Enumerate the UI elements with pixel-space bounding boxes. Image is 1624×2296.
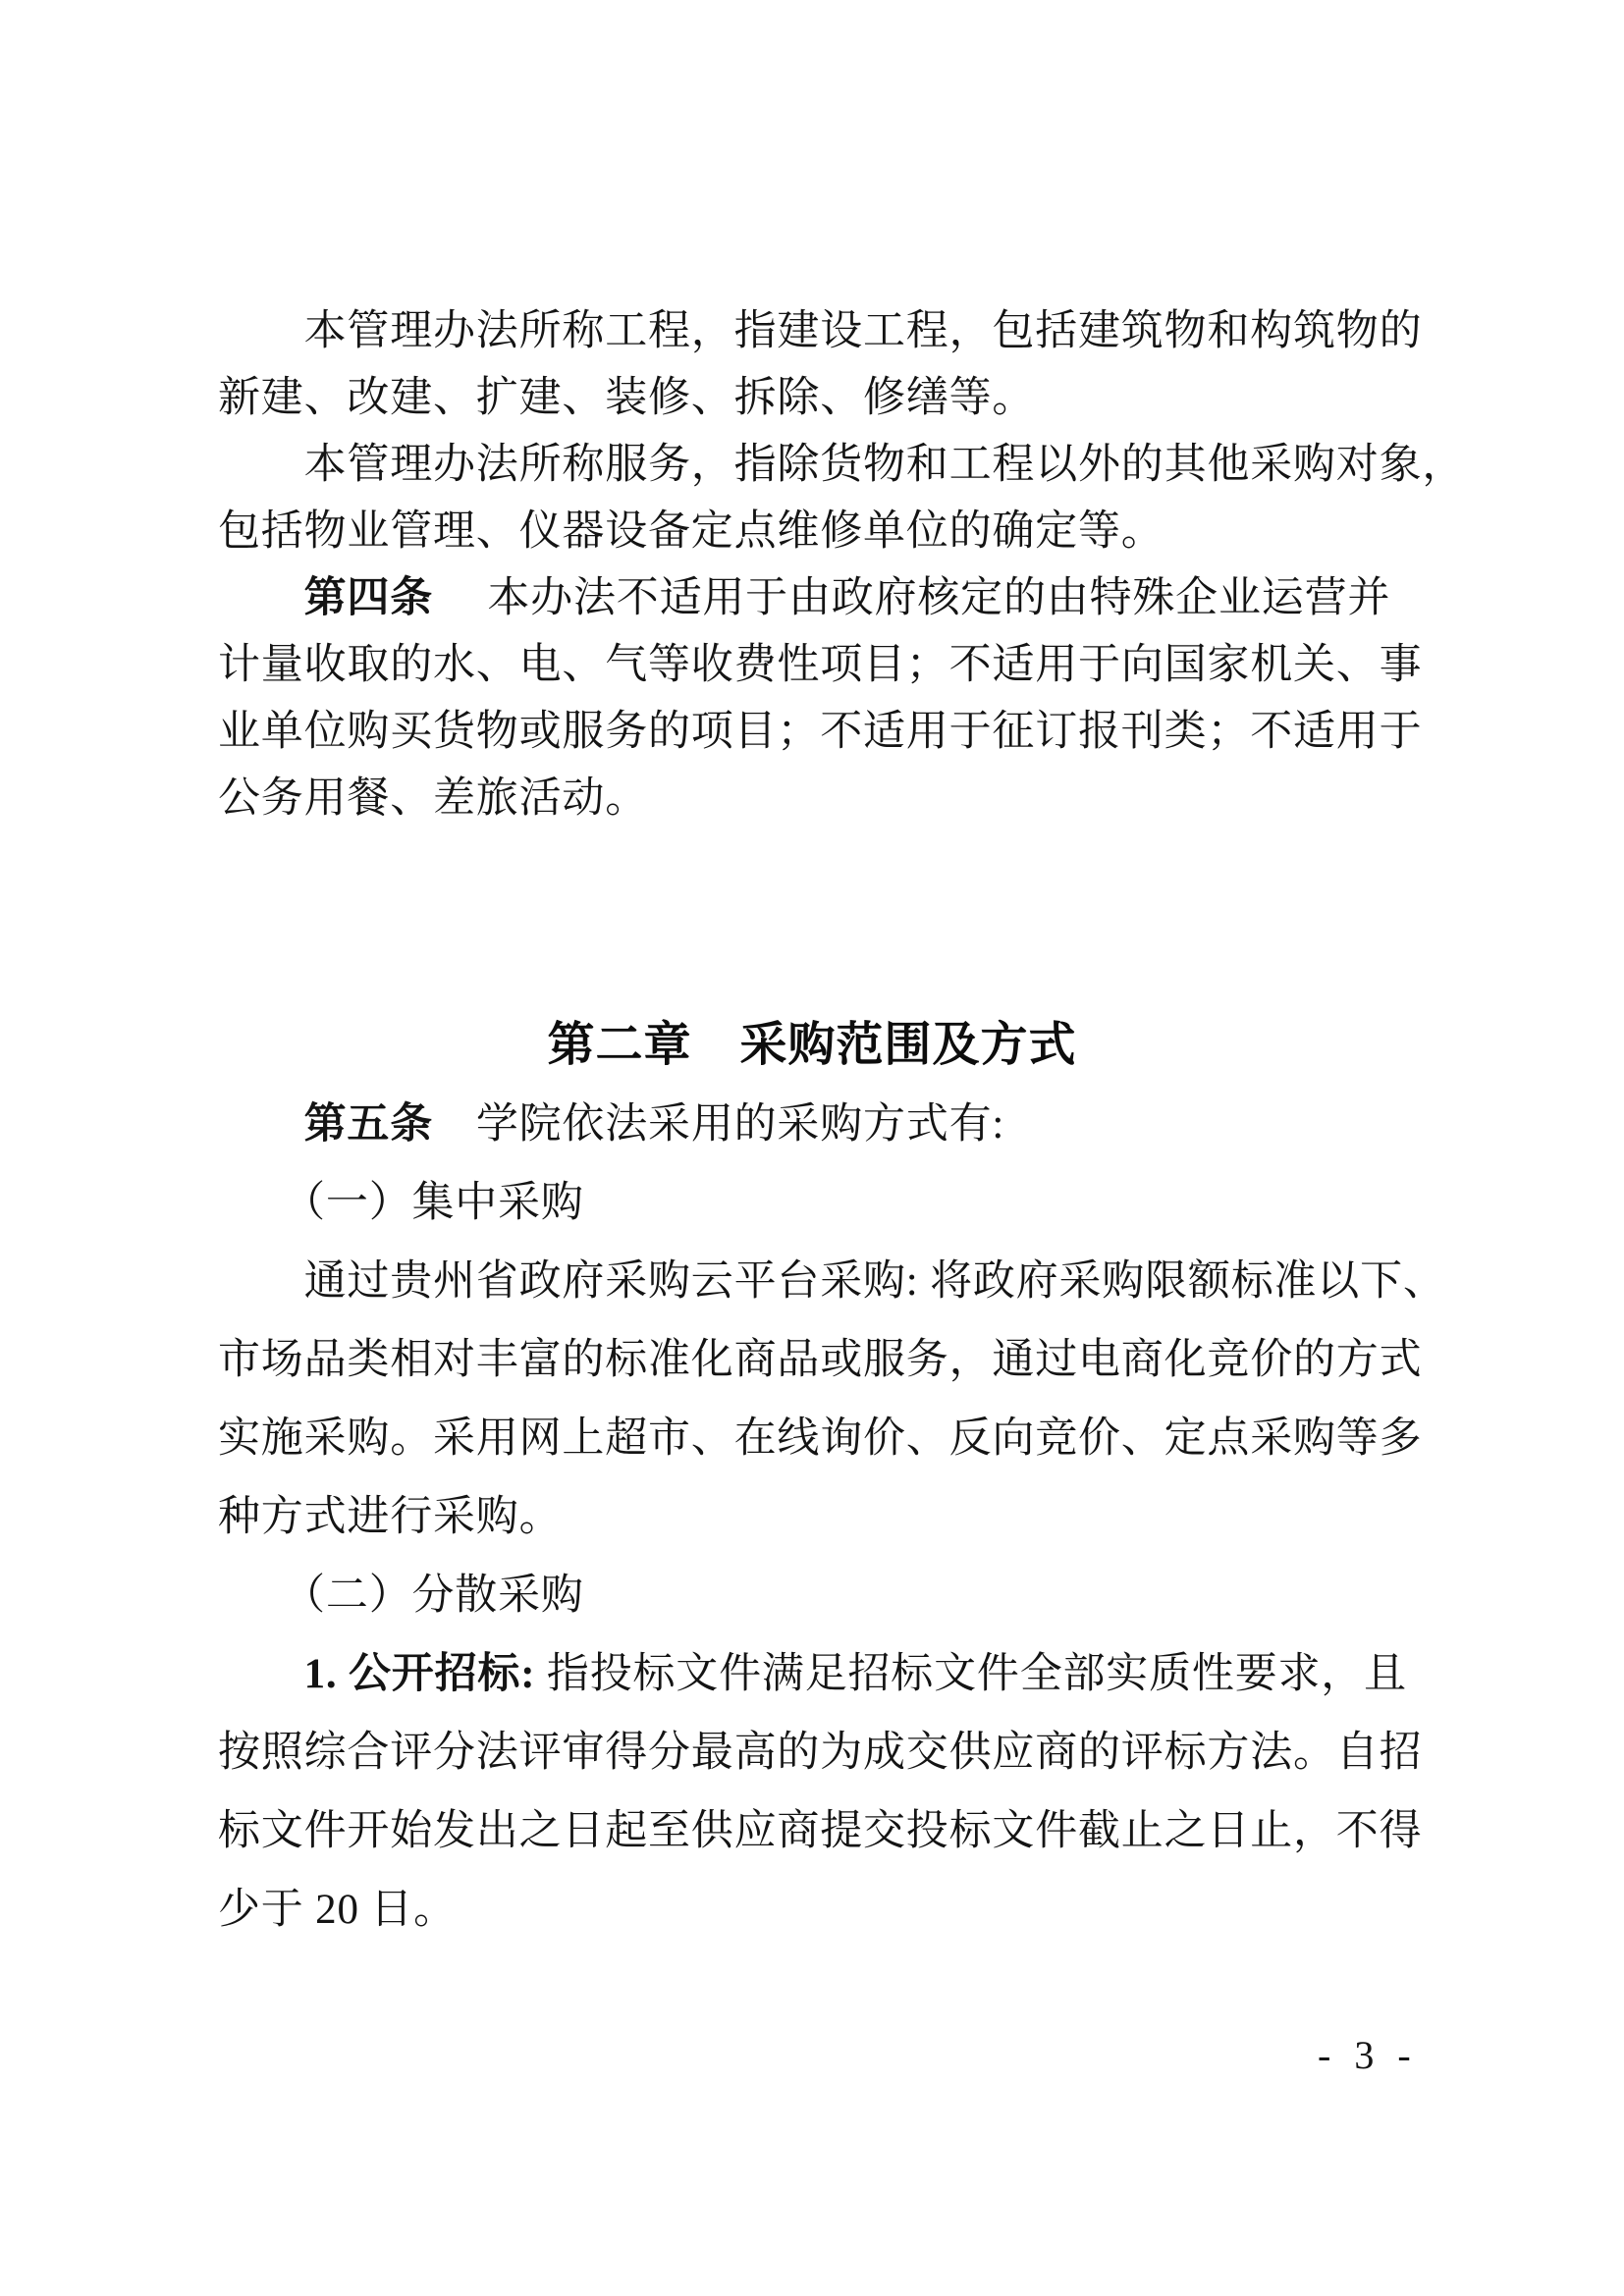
text-run [218, 1101, 304, 1148]
text-run: 按照综合评分法评审得分最高的为成交供应商的评标方法。自招 [218, 1730, 1423, 1776]
text-line [218, 1557, 1422, 1635]
bold-text-run: 1. 公开招标: [303, 1651, 536, 1697]
text-run: 实施采购。采用网上超市、在线询价、反向竞价、定点采购等多 [218, 1415, 1423, 1462]
text-line [218, 1400, 1422, 1478]
text-line [218, 565, 1422, 632]
text-run: （二）分散采购 [218, 1573, 584, 1619]
text-line [218, 699, 1422, 766]
text-run [218, 1651, 304, 1697]
text-line [218, 632, 1422, 699]
section-definitions-and-article-4 [218, 298, 1466, 832]
text-run: 业单位购买货物或服务的项目；不适用于征订报刊类；不适用于 [218, 709, 1423, 755]
text-line [218, 298, 1422, 365]
text-run: 指投标文件满足招标文件全部实质性要求，且 [535, 1651, 1407, 1697]
text-run: 新建、改建、扩建、装修、拆除、修缮等。 [218, 375, 1036, 421]
text-run [218, 575, 304, 621]
text-run: 学院依法采用的采购方式有: [433, 1101, 1005, 1148]
text-line [218, 1478, 1422, 1557]
text-run: 计量收取的水、电、气等收费性项目；不适用于向国家机关、事 [218, 642, 1423, 688]
text-line [218, 432, 1466, 499]
page-number: - 3 - [1318, 2033, 1418, 2077]
text-run: 通过贵州省政府采购云平台采购: 将政府采购限额标准以下、 [218, 1258, 1446, 1305]
text-run: 本办法不适用于由政府核定的由特殊企业运营并 [433, 575, 1391, 621]
text-run: 种方式进行采购。 [218, 1494, 563, 1540]
text-line [218, 1164, 1422, 1243]
text-run: （一）集中采购 [218, 1180, 584, 1226]
text-line [218, 1792, 1422, 1871]
text-line [218, 1871, 1422, 1949]
section-chapter-2-body [218, 1086, 1446, 1949]
text-line [218, 766, 1422, 832]
text-run: 少于 20 日。 [218, 1887, 457, 1933]
text-run: 标文件开始发出之日起至供应商提交投标文件截止之日止，不得 [218, 1808, 1423, 1854]
text-line [218, 1086, 1422, 1164]
text-run: 包括物业管理、仪器设备定点维修单位的确定等。 [218, 508, 1164, 555]
text-run: 本管理办法所称工程，指建设工程，包括建筑物和构筑物的 [218, 308, 1423, 354]
text-line [218, 1321, 1422, 1400]
text-run: 本管理办法所称服务，指除货物和工程以外的其他采购对象， [218, 442, 1466, 488]
text-run: 市场品类相对丰富的标准化商品或服务，通过电商化竞价的方式 [218, 1337, 1423, 1383]
bold-text-run: 第四条 [303, 575, 434, 621]
text-line [218, 1635, 1422, 1714]
text-line [218, 499, 1422, 565]
text-line [218, 1243, 1446, 1321]
bold-text-run: 第五条 [303, 1101, 434, 1148]
chapter-heading: 第二章 采购范围及方式 [547, 1019, 1077, 1071]
text-line [218, 365, 1422, 432]
text-line [218, 1714, 1422, 1792]
text-run: 公务用餐、差旅活动。 [218, 775, 648, 822]
